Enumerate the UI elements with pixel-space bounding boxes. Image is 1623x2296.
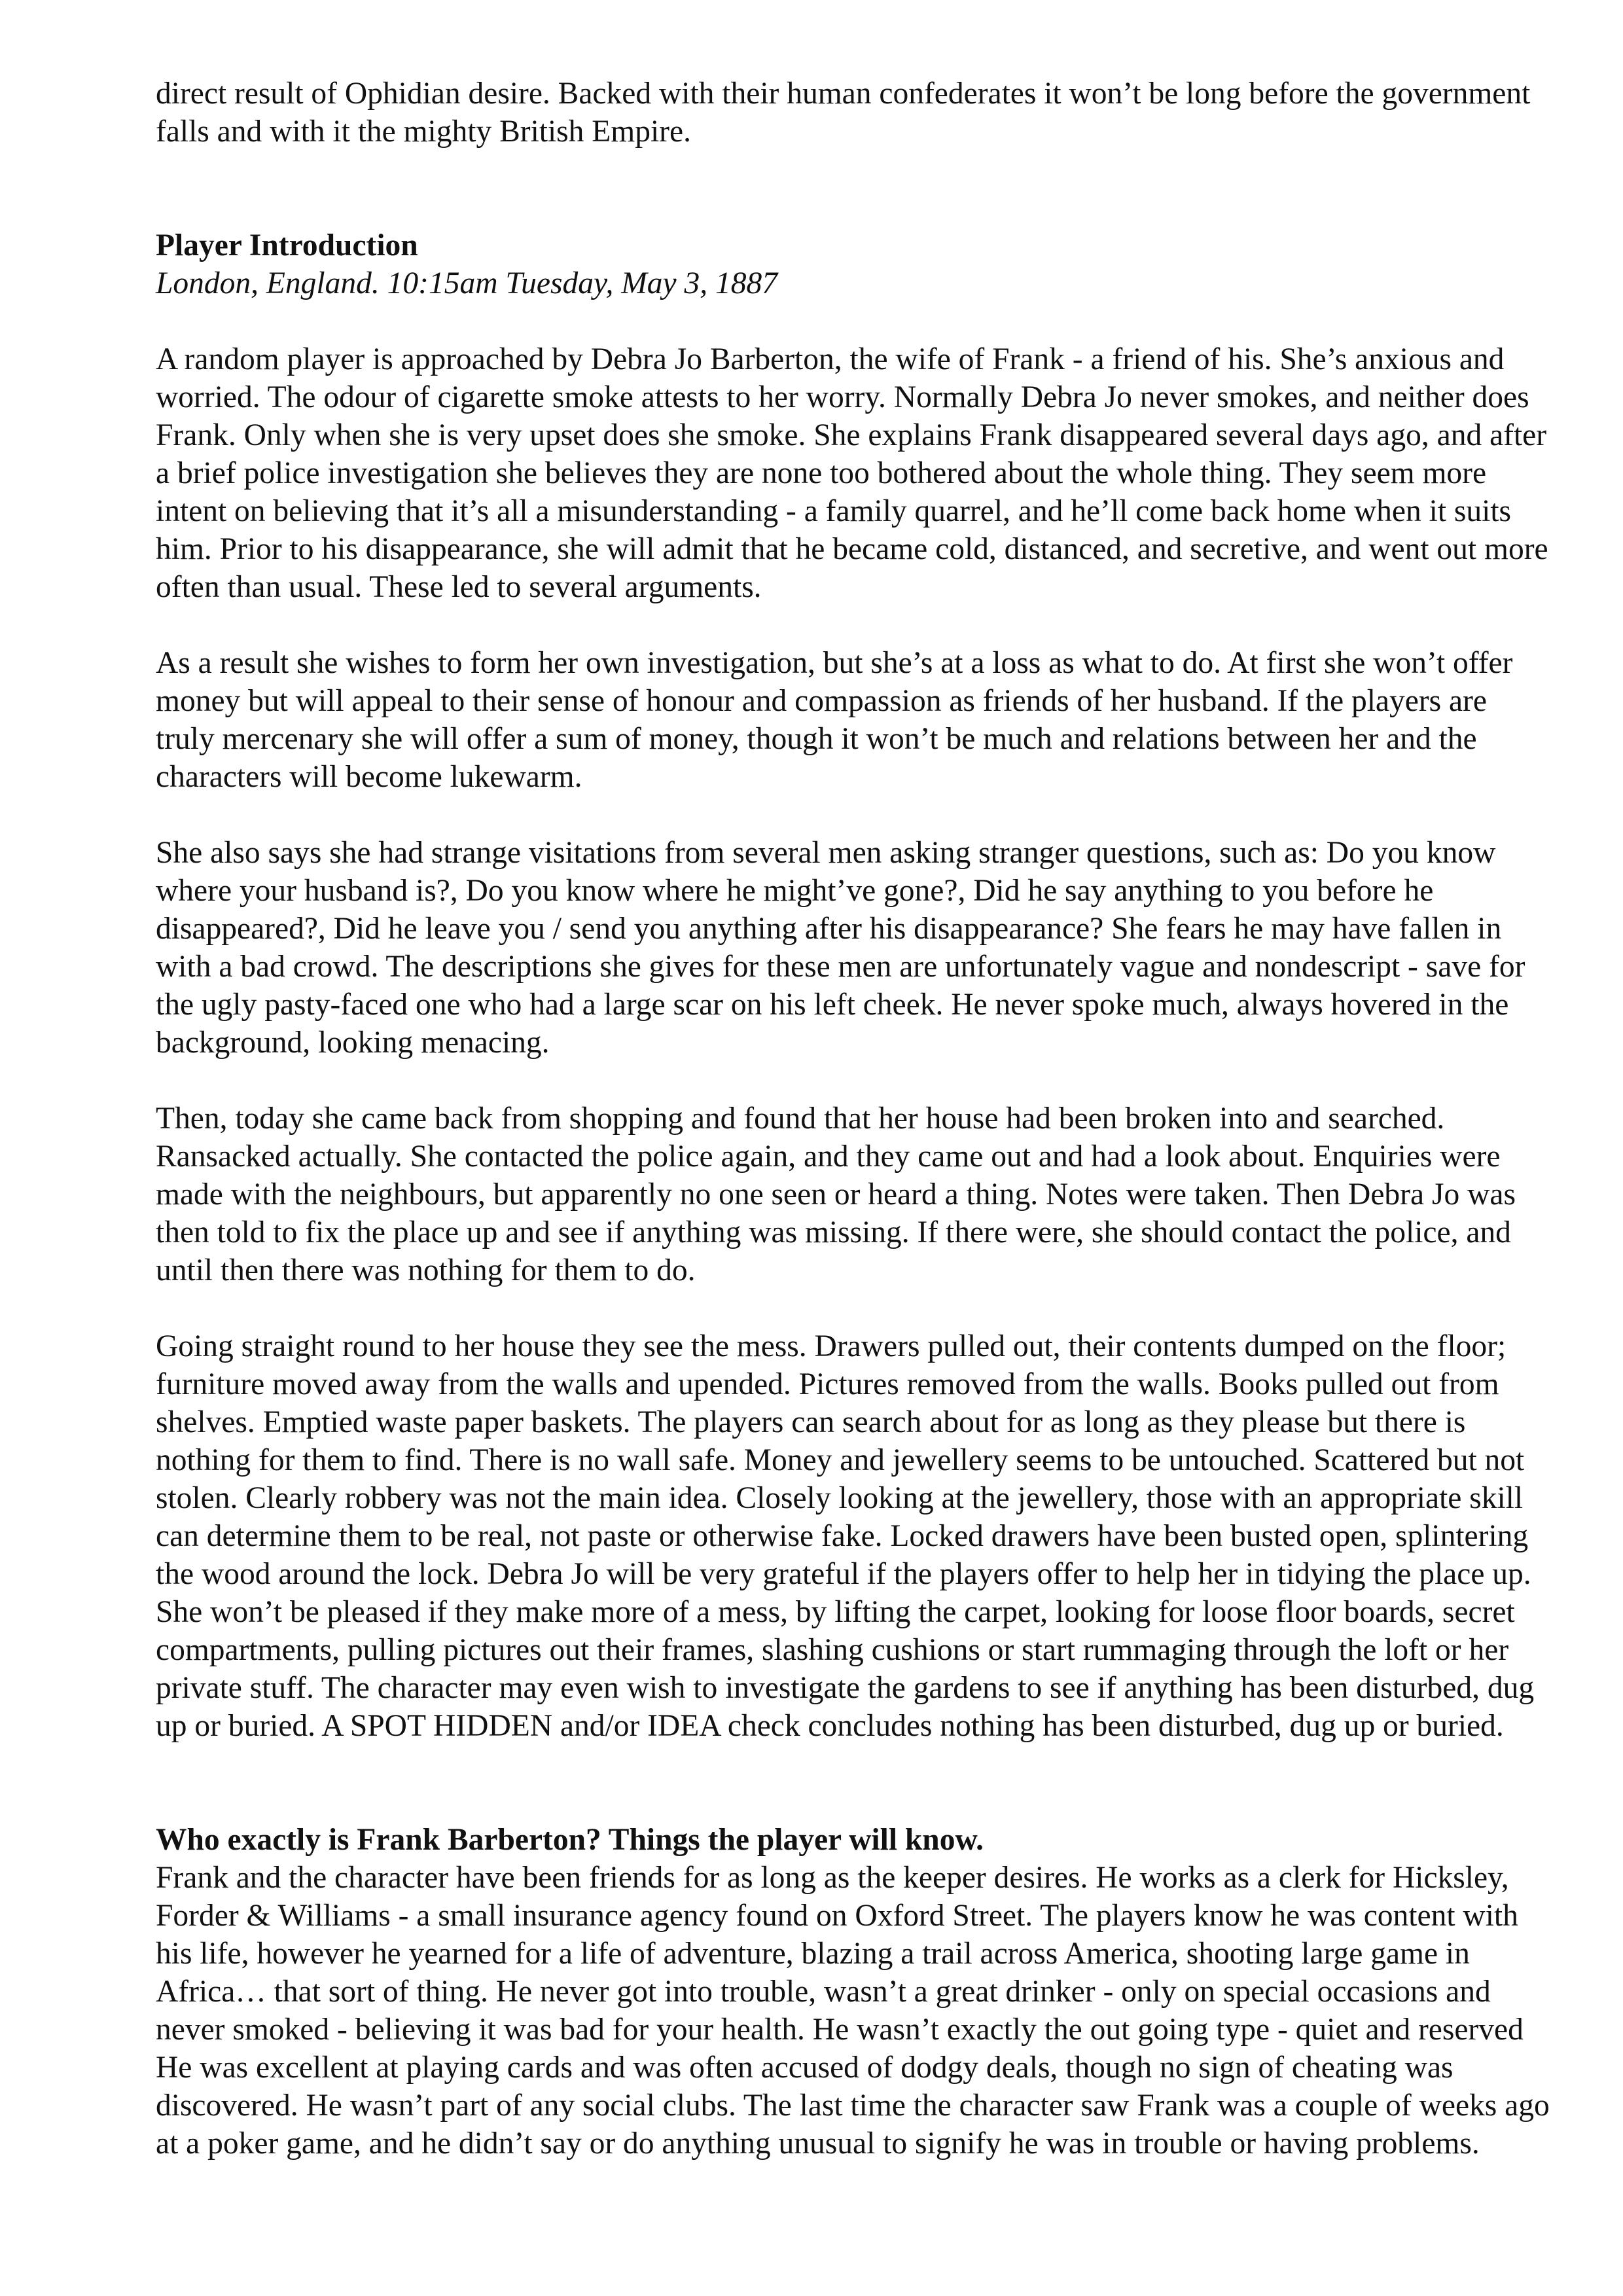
body-paragraph: Frank and the character have been friends for as long as the keeper desires. He works as a clerk for Hicksley, Forder & Williams - a small insurance agency found on Oxford Street. The players know he was content with his life, however he yearned for a life of adventure, blazing a trail across America, shooting large game in Africa… that sort of thing. He never got into trouble, wasn’t a great drinker - only on special occasions and never smoked - believing it was bad for your health. He wasn’t exactly the out going type - quiet and reserved He was excellent at playing cards and was often accused of dodgy deals, though no sign of cheating was discovered. He wasn’t part of any social clubs. The last time the character saw Frank was a couple of weeks ago at a poker game, and he didn’t say or do anything unusual to signify he was in trouble or having problems. xyxy=(156,1861,1550,2161)
dateline: London, England. 10:15am Tuesday, May 3, 1887 xyxy=(156,266,777,300)
body-paragraph: A random player is approached by Debra Jo Barberton, the wife of Frank - a friend of his. She’s anxious and worried. The odour of cigarette smoke attests to her worry. Normally Debra Jo never smokes, and neither does Frank. Only when she is very upset does she smoke. She explains Frank disappeared several days ago, and after a brief police investigation she believes they are none too bothered about the whole thing. They seem more intent on believing that it’s all a misunderstanding - a family quarrel, and he’ll come back home when it suits him. Prior to his disappearance, she will admit that he became cold, distanced, and secretive, and went out more often than usual. These led to several arguments. xyxy=(156,342,1548,604)
intro-paragraph: direct result of Ophidian desire. Backed with their human confederates it won’t be long before the government falls and with it the mighty British Empire. xyxy=(156,77,1531,149)
player-introduction-section xyxy=(156,226,1550,1745)
frank-barberton-heading: Who exactly is Frank Barberton? Things the player will know. xyxy=(156,1823,984,1857)
frank-barberton-section xyxy=(156,1821,1550,2162)
body-paragraph: Going straight round to her house they see the mess. Drawers pulled out, their contents dumped on the floor; furniture moved away from the walls and upended. Pictures removed from the walls. Books pulled out from shelves. Emptied waste paper baskets. The players can search about for as long as they please but there is nothing for them to find. There is no wall safe. Money and jewellery seems to be untouched. Scattered but not stolen. Clearly robbery was not the main idea. Closely looking at the jewellery, those with an appropriate skill can determine them to be real, not paste or otherwise fake. Locked drawers have been busted open, splintering the wood around the lock. Debra Jo will be very grateful if the players offer to help her in tidying the place up. She won’t be pleased if they make more of a mess, by lifting the carpet, looking for loose floor boards, secret compartments, pulling pictures out their frames, slashing cushions or start rummaging through the loft or her private stuff. The character may even wish to investigate the gardens to see if anything has been disturbed, dug up or buried. A SPOT HIDDEN and/or IDEA check concludes nothing has been disturbed, dug up or buried. xyxy=(156,1329,1535,1743)
body-paragraph: She also says she had strange visitations from several men asking stranger questions, such as: Do you know where your husband is?, Do you know where he might’ve gone?, Did he say anything to you before he disappeared?, Did he leave you / send you anything after his disappearance? She fears he may have fallen in with a bad crowd. The descriptions she gives for these men are unfortunately vague and nondescript - save for the ugly pasty-faced one who had a large scar on his left cheek. He never spoke much, always hovered in the background, looking menacing. xyxy=(156,836,1525,1060)
player-introduction-heading: Player Introduction xyxy=(156,228,418,262)
body-paragraph: As a result she wishes to form her own investigation, but she’s at a loss as what to do. At first she won’t offer money but will appeal to their sense of honour and compassion as friends of her husband. If the players are truly mercenary she will offer a sum of money, though it won’t be much and relations between her and the characters will become lukewarm. xyxy=(156,646,1513,794)
document-page xyxy=(156,75,1550,2162)
body-paragraph: Then, today she came back from shopping and found that her house had been broken into and searched. Ransacked actually. She contacted the police again, and they came out and had a look about. Enquiries were made with the neighbours, but apparently no one seen or heard a thing. Notes were taken. Then Debra Jo was then told to fix the place up and see if anything was missing. If there were, she should contact the police, and until then there was nothing for them to do. xyxy=(156,1102,1516,1287)
